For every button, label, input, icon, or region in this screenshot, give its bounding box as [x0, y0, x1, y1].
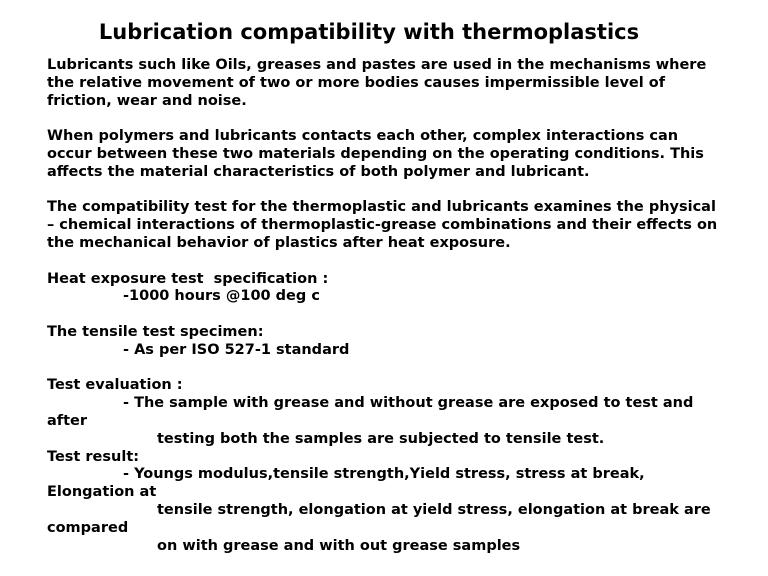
- section-heat-exposure: [47, 271, 747, 307]
- text-line: the mechanical behavior of plastics after heat exposure.: [47, 234, 511, 251]
- section-test-result: [47, 449, 747, 556]
- section-heading: Heat exposure test specification :: [47, 270, 329, 287]
- section-detail: - As per ISO 527-1 standard: [123, 341, 350, 358]
- paragraph-interactions: [47, 128, 747, 181]
- spacer: [47, 182, 747, 200]
- section-detail: on with grease and with out grease samples: [157, 537, 521, 554]
- section-detail-wrap: after: [47, 412, 88, 429]
- text-line: – chemical interactions of thermoplastic-grease combinations and their effects on: [47, 217, 718, 234]
- slide-body: [47, 57, 747, 555]
- text-line: occur between these two materials depending on the operating conditions. This: [47, 145, 704, 162]
- spacer: [47, 253, 747, 271]
- section-detail: - Youngs modulus,tensile strength,Yield stress, stress at break,: [123, 466, 645, 483]
- spacer: [47, 360, 747, 378]
- section-detail: -1000 hours @100 deg c: [123, 288, 320, 305]
- text-line: the relative movement of two or more bodies causes impermissible level of: [47, 74, 666, 91]
- section-test-evaluation: [47, 377, 747, 448]
- text-line: friction, wear and noise.: [47, 92, 247, 109]
- paragraph-intro: [47, 57, 747, 110]
- section-detail: testing both the samples are subjected to tensile test.: [157, 430, 605, 447]
- spacer: [47, 306, 747, 324]
- section-heading: The tensile test specimen:: [47, 323, 264, 340]
- text-line: The compatibility test for the thermoplastic and lubricants examines the physical: [47, 199, 716, 216]
- spacer: [47, 110, 747, 128]
- slide-title: Lubrication compatibility with thermoplastics: [98, 20, 640, 44]
- paragraph-compatibility-test: [47, 199, 747, 252]
- text-line: When polymers and lubricants contacts each other, complex interactions can: [47, 128, 679, 145]
- section-detail: tensile strength, elongation at yield stress, elongation at break are: [157, 501, 711, 518]
- text-line: Lubricants such like Oils, greases and pastes are used in the mechanisms where: [47, 57, 707, 73]
- section-detail-wrap: compared: [47, 519, 129, 536]
- text-line: affects the material characteristics of both polymer and lubricant.: [47, 163, 590, 180]
- section-heading: Test result:: [47, 448, 140, 465]
- section-detail: - The sample with grease and without grease are exposed to test and: [123, 395, 694, 412]
- section-heading: Test evaluation :: [47, 377, 183, 394]
- section-tensile-specimen: [47, 324, 747, 360]
- section-detail-wrap: Elongation at: [47, 484, 157, 501]
